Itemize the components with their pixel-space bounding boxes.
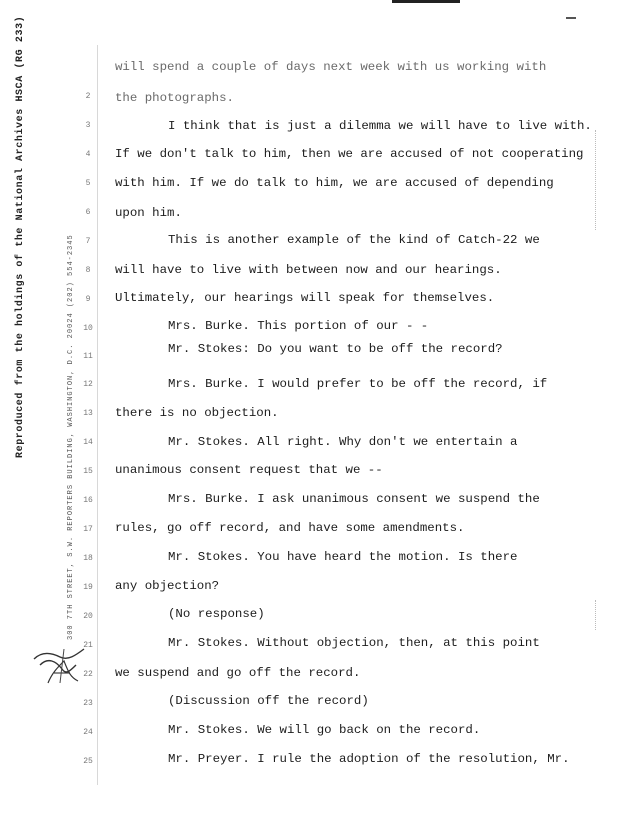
transcript-line: This is another example of the kind of Catch-22 we [168,233,540,247]
line-number: 19 [83,583,93,592]
line-number: 11 [83,352,93,361]
transcript-line: Mrs. Burke. I ask unanimous consent we suspend the [168,492,540,506]
transcript-line: unanimous consent request that we -- [115,463,383,477]
line-number: 9 [85,295,91,304]
line-number: 24 [83,728,93,737]
transcript-line: Ultimately, our hearings will speak for themselves. [115,291,495,305]
line-number: 25 [83,757,93,766]
line-number: 8 [85,266,91,275]
line-number: 5 [85,179,91,188]
left-margin-rule [97,45,98,785]
line-number: 7 [85,237,91,246]
transcript-line: Mr. Stokes. All right. Why don't we entertain a [168,435,518,449]
top-edge-mark [392,0,460,3]
transcript-line: we suspend and go off the record. [115,666,361,680]
line-number: 22 [83,670,93,679]
transcript-line: any objection? [115,579,220,593]
line-number: 13 [83,409,93,418]
reporter-address-stamp: 300 7TH STREET, S.W. REPORTERS BUILDING, WASHINGTON, D.C. 20024 (202) 554-2345 [67,234,75,640]
line-number: 10 [83,324,93,333]
line-number: 3 [85,121,91,130]
transcript-line: will spend a couple of days next week with us working with [115,60,547,74]
transcript-line: (No response) [168,607,265,621]
archive-stamp: Reproduced from the holdings of the National Archives HSCA (RG 233) [15,15,26,458]
line-number: 14 [83,438,93,447]
transcript-line: upon him. [115,206,182,220]
transcript-line: (Discussion off the record) [168,694,369,708]
line-number: 18 [83,554,93,563]
transcript-line: Mr. Stokes. You have heard the motion. Is there [168,550,518,564]
transcript-line: will have to live with between now and our hearings. [115,263,502,277]
transcript-line: Mr. Stokes. Without objection, then, at this point [168,636,540,650]
line-number: 23 [83,699,93,708]
transcript-line: rules, go off record, and have some amendments. [115,521,465,535]
transcript-line: Mrs. Burke. I would prefer to be off the record, if [168,377,548,391]
line-number: 15 [83,467,93,476]
handwritten-initials [30,643,90,689]
transcript-line: Mr. Stokes: Do you want to be off the record? [168,342,503,356]
transcript-line: Mrs. Burke. This portion of our - - [168,319,429,333]
line-number: 4 [85,150,91,159]
transcript-line: with him. If we do talk to him, we are accused of depending [115,176,554,190]
line-number: 20 [83,612,93,621]
line-number: 21 [83,641,93,650]
line-number: 12 [83,380,93,389]
line-number: 17 [83,525,93,534]
transcript-line: there is no objection. [115,406,279,420]
transcript-line: If we don't talk to him, then we are accused of not cooperating [115,147,584,161]
transcript-line: the photographs. [115,91,234,105]
line-number: 16 [83,496,93,505]
transcript-line: Mr. Stokes. We will go back on the record. [168,723,481,737]
line-number: 6 [85,208,91,217]
transcript-line: Mr. Preyer. I rule the adoption of the resolution, Mr. [168,752,570,766]
corner-mark [566,17,576,19]
line-number: 2 [85,92,91,101]
transcript-line: I think that is just a dilemma we will have to live with. [168,119,592,133]
